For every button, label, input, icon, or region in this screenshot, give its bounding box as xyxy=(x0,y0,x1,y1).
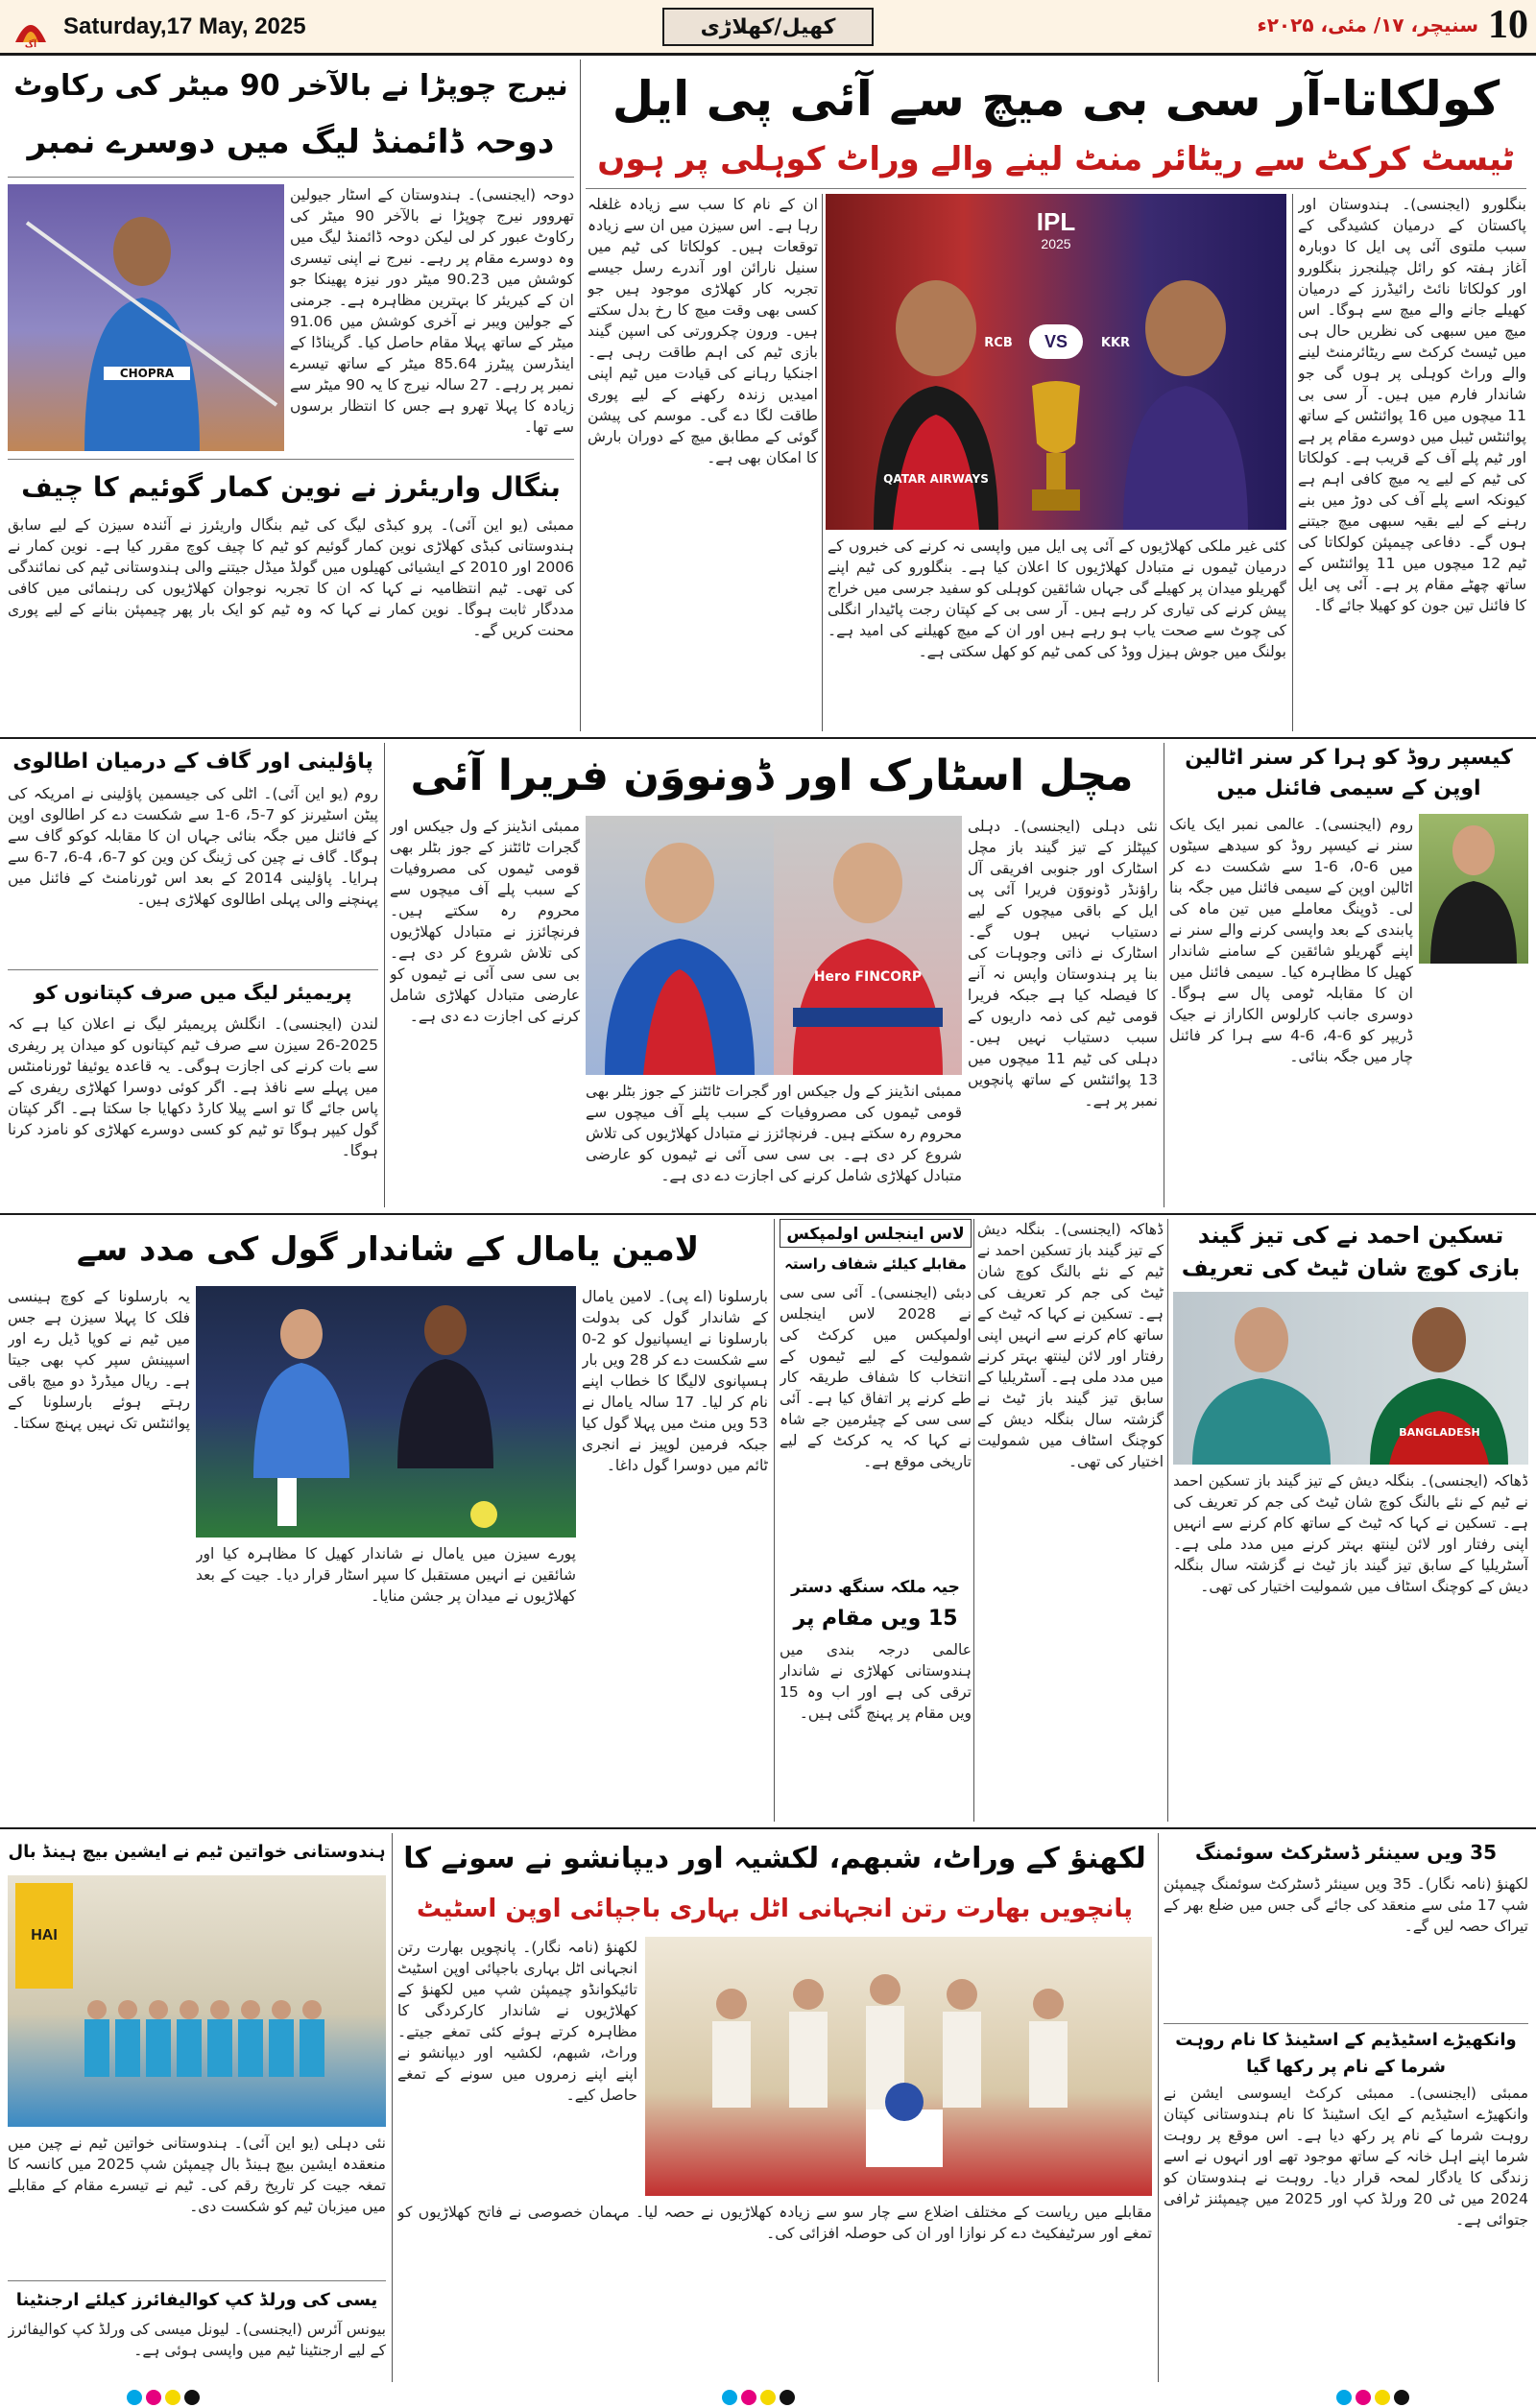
team-left-label: RCB xyxy=(984,336,1013,350)
page-number: 10 xyxy=(1488,3,1528,47)
taskin-body-2: ڈھاکہ (ایجنسی)۔ بنگلہ دیش کے تیز گیند باز تسکین احمد نے ٹیم کے نئے بالنگ کوچ شان ٹیٹ کی جم کر تعریف کی ہے۔ تسکین نے کہا کہ ٹیٹ کے ساتھ کام کرنے سے انہیں اپنی رفتار اور لائن لینتھ بہتر کرنے میں مدد ملی ہے۔ آسٹریلیا کے سابق تیز گیند باز ٹیٹ نے گزشتہ سال بنگلہ دیش کے کوچنگ اسٹاف میں شمولیت اختیار کی تھی۔ xyxy=(977,1221,1164,1470)
bengal-headline: بنگال واریئرز نے نوین کمار گوئیم کا چیف xyxy=(21,471,561,503)
neeraj-headline-2: دوحہ ڈائمنڈ لیگ میں دوسرے نمبر xyxy=(27,123,555,161)
bengal-body: ممبئی (یو این آئی)۔ پرو کبڈی لیگ کی ٹیم بنگال واریئرز نے آئندہ سیزن کے لیے سابق ہندوستانی کبڈی کھلاڑی نوین کمار گوئیم کو ٹیم کا چیف کوچ مقرر کیا ہے۔ نوین کمار نے 2006 اور 2010 کے ایشیائی کھیلوں میں گولڈ میڈل جیتنے والی ہندوستانی ٹیم کی نمائندگی کی تھی۔ ٹیم انتظامیہ نے کہا کہ ان کا تجربہ نوجوان کھلاڑیوں کی رہنمائی میں کافی مددگار ثابت ہوگا۔ نوین کمار نے کہا کہ وہ ٹیم کو ایک بار پھر چیمپئن بنانے کے لیے پوری محنت کریں گے۔ xyxy=(8,516,574,639)
player-taskin xyxy=(1351,1292,1528,1465)
player-left xyxy=(864,271,1008,530)
yamal-headline: لامین یامال کے شاندار گول کی مدد سے xyxy=(76,1230,700,1269)
jersey-sponsor: QATAR AIRWAYS xyxy=(883,472,989,486)
swimming-body: لکھنؤ (نامہ نگار)۔ 35 ویں سینئر ڈسٹرکٹ سوئمنگ چیمپئن شپ 17 مئی سے منعقد کی جائے گی جس میں ضلع بھر کے تیراک حصہ لیں گے۔ xyxy=(1164,1875,1528,1935)
football-players xyxy=(196,1286,576,1538)
neeraj-body: دوحہ (ایجنسی)۔ ہندوستان کے اسٹار جیولین تھروور نیرج چوپڑا نے بالآخر 90 میٹر کی رکاوٹ عبور کر لی لیکن دوحہ ڈائمنڈ لیگ میں وہ دوسرے مقام پر رہے۔ نیرج نے اپنی تیسری کوشش میں 90.23 میٹر دور نیزہ پھینکا جو ان کے کیریئر کا بہترین مظاہرہ ہے۔ جرمنی کے جولین ویبر نے آخری کوشش میں 91.06 میٹر کے ساتھ پہلا مقام حاصل کیا۔ گریناڈا کے اینڈرسن پیٹرز 85.64 میٹر کے ساتھ تیسرے نمبر پر رہے۔ 27 سالہ نیرج کا یہ 90 میٹر سے زیادہ کا پہلا تھرو ہے جس کا انتظار برسوں سے تھا۔ xyxy=(290,186,574,436)
starc-headline: مچل اسٹارک اور ڈونووَن فریرا آئی xyxy=(410,751,1134,800)
swimming-headline: 35 ویں سینئر ڈسٹرکٹ سوئمنگ xyxy=(1195,1841,1497,1864)
jersey-bangladesh: BANGLADESH xyxy=(1399,1426,1480,1439)
section-title: کھیل/کھلاڑی xyxy=(662,8,874,46)
lucknow-photo xyxy=(645,1937,1152,2196)
paolini-body: روم (یو این آئی)۔ اٹلی کی جیسمین پاؤلینی نے امریکہ کی پیٹن اسٹیرنز کو 7-5، 6-1 سے شکست دے کر اطالوی اوپن کے فائنل میں جگہ بنائی جہاں ان کا مقابلہ کوکو گاف سے ہوگا۔ گاف نے چین کی ژینگ کن وین کو 7-6، 4-6، 7-6 سے ہرایا۔ پاؤلینی 2014 کے بعد اس ٹورنامنٹ کے فائنل میں پہنچنے والی پہلی اطالوی کھلاڑی ہیں۔ xyxy=(8,785,378,908)
taskin-photo xyxy=(1173,1292,1528,1465)
ipl-logo: IPL xyxy=(1036,207,1076,236)
ipl-headline: کولکاتا-آر سی بی میچ سے آئی پی ایل xyxy=(612,71,1500,127)
premier-headline: پریمیئر لیگ میں صرف کپتانوں کو xyxy=(34,981,352,1004)
ipl-col-2: کئی غیر ملکی کھلاڑیوں کے آئی پی ایل میں واپسی نہ کرنے کی خبروں کے درمیان ٹیموں نے متبادل کھلاڑیوں کا اعلان کیا ہے۔ بنگلورو کی ٹیم اپنے گھریلو میدان پر کھیلے گی جہاں شائقین کوہلی کو سفید جرسی میں خراج پیش کرنے کی تیاری کر رہے ہیں۔ آر سی بی کے کپتان رجت پاٹیدار انگلی کی چوٹ سے صحت یاب ہو رہے ہیں اور ان کے میچ کھیلنے کی امید ہے۔ بولنگ میں جوش ہیزل ووڈ کی کمی ٹیم کو کھل سکتی ہے۔ xyxy=(828,537,1286,660)
player-tait xyxy=(1173,1292,1351,1465)
yamal-body-3: پورے سیزن میں یامال نے شاندار کھیل کا مظاہرہ کیا اور شائقین نے انہیں مستقبل کا سپر اسٹار قرار دیا۔ جیت کے بعد کھلاڑیوں نے میدان پر جشن منایا۔ xyxy=(196,1545,576,1605)
team-right-label: KKR xyxy=(1100,336,1131,350)
starc-body-2: ممبئی انڈینز کے ول جیکس اور گجرات ٹائٹنز کے جوز بٹلر بھی قومی ٹیموں کی مصروفیات کے سبب پلے آف میچوں سے محروم رہ سکتے ہیں۔ فرنچائزز نے متبادل کھلاڑیوں کی تلاش شروع کر دی ہے۔ بی سی سی آئی نے ٹیموں کو عارضی متبادل کھلاڑی شامل کرنے کی اجازت دے دی ہے۔ xyxy=(390,818,580,1025)
jain-headline-2: 15 ویں مقام پر xyxy=(793,1607,958,1631)
registration-dot-yellow xyxy=(760,2390,776,2405)
registration-dot-black xyxy=(1394,2390,1409,2405)
jersey-sponsor-hero: Hero FINCORP xyxy=(813,969,923,985)
ruud-headline: کیسپر روڈ کو ہرا کر سنر اٹالین اوپن کے سیمی فائنل میں xyxy=(1185,746,1513,800)
registration-dot-black xyxy=(184,2390,200,2405)
premier-body: لندن (ایجنسی)۔ انگلش پریمیئر لیگ نے اعلان کیا ہے کہ 2025-26 سیزن سے صرف ٹیم کپتانوں کو میدان پر ریفری سے بات کرنے کی اجازت ہوگی۔ یہ قاعدہ یوئیفا ٹورنامنٹس میں پہلے سے نافذ ہے۔ اگر کوئی دوسرا کھلاڑی ریفری کے پاس جائے گا تو اسے پیلا کارڈ دکھایا جا سکتا ہے۔ اگر کپتان گول کیپر ہوگا تو ٹیم کو کسی دوسرے کھلاڑی کو نامزد کرنا ہوگا۔ xyxy=(8,1015,378,1159)
lucknow-headline-1: لکھنؤ کے وراٹ، شبھم، لکشیہ اور دیپانشو نے سونے کا xyxy=(403,1842,1146,1875)
lucknow-headline-2: پانچویں بھارت رتن انجہانی اٹل بہاری باجپائی اوپن اسٹیٹ xyxy=(417,1895,1133,1923)
wankhede-body: ممبئی (ایجنسی)۔ ممبئی کرکٹ ایسوسی ایشن نے وانکھیڑے اسٹیڈیم کے ایک اسٹینڈ کا نام ہندوستانی کپتان روہت شرما کے نام پر رکھ دیا ہے۔ اس موقع پر روہت شرما اپنے اہل خانہ کے ساتھ موجود تھے اور انہوں نے اسے زندگی کا یادگار لمحہ قرار دیا۔ روہت نے ہندوستان کو 2024 میں ٹی 20 ورلڈ کپ اور 2025 میں چیمپئنز ٹرافی جتوائی ہے۔ xyxy=(1164,2085,1528,2229)
ipl-col-1: بنگلورو (ایجنسی)۔ ہندوستان اور پاکستان کے درمیان کشیدگی کے سبب ملتوی آئی پی ایل کا دوبارہ آغاز ہفتہ کو رائل چیلنجرز بنگلورو اور کولکاتا نائٹ رائیڈرز کے درمیان کھیلے جانے والے میچ سے ہوگا۔ اس میچ میں سبھی کی نظریں حال ہی میں ٹیسٹ کرکٹ سے ریٹائرمنٹ لینے والے وراٹ کوہلی پر ہوں گی جو شاندار فارم میں ہیں۔ آر سی بی 11 میچوں میں 16 پوائنٹس کے ساتھ پوائنٹس ٹیبل میں دوسرے مقام پر ہے اور ٹیم پلے آف کے قریب ہے۔ کولکاتا کی ٹیم کے لیے یہ میچ کافی اہم ہے کیونکہ اسے پلے آف کی دوڑ میں بنے رہنے کے لیے بقیہ سبھی میچ جیتنے ہوں گے۔ دفاعی چیمپئن کولکاتا کی ٹیم 12 میچوں میں 11 پوائنٹس کے ساتھ چھٹے مقام پر ہے۔ آئی پی ایل کا فائنل تین جون کو کھیلا جائے گا۔ xyxy=(1298,196,1526,614)
wankhede-headline: وانکھیڑے اسٹیڈیم کے اسٹینڈ کا نام روہت شرما کے نام پر رکھا گیا xyxy=(1175,2030,1517,2077)
date-urdu: سنیچر، ۱۷/ مئی، ۲۰۲۵ء xyxy=(1257,13,1478,36)
starc-body-1: نئی دہلی (ایجنسی)۔ دہلی کیپٹلز کے تیز گیند باز مچل اسٹارک اور جنوبی افریقی آل راؤنڈر ڈونووَن فریرا آئی پی ایل کے باقی میچوں کے لیے دستیاب نہیں ہوں گے۔ اسٹارک نے ذاتی وجوہات کی بنا پر ہندوستان واپس نہ آنے کا فیصلہ کیا ہے جبکہ فریرا قومی ٹیم کی ذمہ داریوں کے سبب دستیاب نہیں ہیں۔ دہلی کی ٹیم 11 میچوں میں 13 پوائنٹس کے ساتھ پانچویں نمبر پر ہے۔ xyxy=(968,818,1158,1109)
jain-headline-1: جیہ ملکہ سنگھ دستر xyxy=(791,1578,960,1597)
registration-dot-yellow xyxy=(165,2390,180,2405)
footer-registration xyxy=(0,2388,1536,2408)
la-headline-2: مقابلے کیلئے شفاف راستہ xyxy=(784,1255,967,1273)
la-body: دبئی (ایجنسی)۔ آئی سی سی نے 2028 لاس اینجلس اولمپکس میں کرکٹ کی شمولیت کے لیے ٹیموں کے انتخاب کا شفاف طریقہ کار طے کرنے پر اتفاق کیا ہے۔ آئی سی سی کے چیئرمین جے شاہ نے کہا کہ یہ کرکٹ کے لیے تاریخی موقع ہے۔ xyxy=(780,1284,972,1470)
registration-dot-cyan xyxy=(1336,2390,1352,2405)
registration-dot-yellow xyxy=(1375,2390,1390,2405)
hockey-body: نئی دہلی (یو این آئی)۔ ہندوستانی خواتین ٹیم نے چین میں منعقدہ ایشین بیچ ہینڈ بال چیمپئن شپ 2025 میں کانسہ کا تمغہ جیت کر تاریخ رقم کی۔ ٹیم نے تیسرے مقام کے مقابلے میں میزبان ٹیم کو شکست دی۔ xyxy=(8,2134,386,2215)
taekwondo-ceremony xyxy=(645,1937,1152,2196)
registration-dot-magenta xyxy=(146,2390,161,2405)
taskin-headline: تسکین احمد نے کی تیز گیند بازی کوچ شان ٹیٹ کی تعریف xyxy=(1181,1222,1521,1281)
taskin-body: ڈھاکہ (ایجنسی)۔ بنگلہ دیش کے تیز گیند باز تسکین احمد نے ٹیم کے نئے بالنگ کوچ شان ٹیٹ کی جم کر تعریف کی ہے۔ تسکین نے کہا کہ ٹیٹ کے ساتھ کام کرنے سے انہیں اپنی رفتار اور لائن لینتھ بہتر کرنے میں مدد ملی ہے۔ آسٹریلیا کے سابق تیز گیند باز ٹیٹ نے گزشتہ سال بنگلہ دیش کے کوچنگ اسٹاف میں شمولیت اختیار کی تھی۔ xyxy=(1173,1472,1528,1595)
ipl-col-3: ان کے نام کا سب سے زیادہ غلغلہ رہا ہے۔ اس سیزن میں ان سے زیادہ توقعات ہیں۔ کولکاتا کی ٹیم میں سنیل نارائن اور آندرے رسل جیسے تجربہ کار کھلاڑی موجود ہیں جو کسی بھی وقت میچ کا رخ بدل سکتے ہیں۔ ورون چکرورتی کی اسپن گیند بازی ٹیم کی اہم طاقت رہی ہے۔ اجنکیا رہانے کی قیادت میں ٹیم اپنی امیدیں زندہ رکھنے کے لیے پوری طاقت لگا دے گی۔ موسم کی پیشن گوئی کے مطابق میچ کے دوران بارش کا امکان بھی ہے۔ xyxy=(588,196,818,466)
hockey-photo xyxy=(8,1875,386,2127)
lucknow-body-2: مقابلے میں ریاست کے مختلف اضلاع سے چار سو سے زیادہ کھلاڑیوں نے حصہ لیا۔ مہمان خصوصی نے فاتح کھلاڑیوں کو تمغے اور سرٹیفکیٹ دے کر نوازا اور ان کی حوصلہ افزائی کی۔ xyxy=(397,2204,1152,2242)
lucknow-body-1: لکھنؤ (نامہ نگار)۔ پانچویں بھارت رتن انجہانی اٹل بہاری باجپائی اوپن اسٹیٹ تائیکوانڈو چیمپئن شپ میں لکھنؤ کے کھلاڑیوں نے شاندار کارکردگی کا مظاہرہ کرتے ہوئے کئی تمغے جیتے۔ وراٹ، شبھم، لکشیہ اور دیپانشو نے اپنے اپنے زمروں میں سونے کے تمغے حاصل کیے۔ xyxy=(397,1939,637,2104)
logo-text: آگ xyxy=(24,40,37,50)
starc-photo xyxy=(586,816,962,1075)
ruud-photo xyxy=(1419,814,1528,964)
ruud-body: روم (ایجنسی)۔ عالمی نمبر ایک یانک سنر نے کیسپر روڈ کو سیدھے سیٹوں میں 6-0، 6-1 سے شکست دے کر اٹالین اوپن کے سیمی فائنل میں جگہ بنا لی۔ ڈوپنگ معاملے میں تین ماہ کی پابندی کے بعد واپسی کرنے والے سنر نے اپنے گھریلو شائقین کے سامنے شاندار کھیل کا مظاہرہ کیا۔ سیمی فائنل میں ان کا مقابلہ ٹومی پال سے ہوگا۔ دوسری جانب کارلوس الکاراز نے جیک ڈریپر کو 6-4، 6-4 سے ہرا کر فائنل چار میں جگہ بنائی۔ xyxy=(1169,816,1413,1065)
player-right xyxy=(1114,271,1258,530)
hockey-headline: ہندوستانی خواتین ٹیم نے ایشین بیچ ہینڈ بال xyxy=(8,1842,386,1862)
paolini-headline: پاؤلینی اور گاف کے درمیان اطالوی xyxy=(12,750,373,774)
registration-dot-magenta xyxy=(1356,2390,1371,2405)
neeraj-photo xyxy=(8,184,284,451)
registration-dot-magenta xyxy=(741,2390,756,2405)
worldcup-body: بیونس آئرس (ایجنسی)۔ لیونل میسی کی ورلڈ کپ کوالیفائرز کے لیے ارجنٹینا ٹیم میں واپسی ہوئی ہے۔ xyxy=(8,2321,386,2359)
registration-dot-cyan xyxy=(722,2390,737,2405)
trophy-icon xyxy=(1022,376,1090,520)
yamal-body-1: بارسلونا (اے پی)۔ لامین یامال کے شاندار گول کی بدولت بارسلونا نے ایسپانیول کو 2-0 سے شکست دے کر 28 ویں بار ہسپانوی لالیگا کا خطاب اپنے نام کر لیا۔ 17 سالہ یامال نے 53 ویں منٹ میں پہلا گول کیا جبکہ فرمین لوپیز نے انجری ٹائم میں دوسرا گول داغا۔ xyxy=(582,1288,768,1474)
event-banner: HAI xyxy=(15,1883,73,1989)
registration-dot-cyan xyxy=(127,2390,142,2405)
player-ferreira xyxy=(774,816,962,1075)
masthead xyxy=(0,0,1536,56)
ipl-subhead: ٹیسٹ کرکٹ سے ریٹائر منٹ لینے والے وراٹ کوہلی پر ہوں xyxy=(597,140,1515,179)
yamal-body-2: یہ بارسلونا کے کوچ ہینسی فلک کا پہلا سیزن ہے جس میں ٹیم نے کوپا ڈیل رے اور اسپینش سپر کپ بھی جیتا ہے۔ ریال میڈرڈ دو میچ باقی رہتے ہوئے بارسلونا کے پوائنٹس تک نہیں پہنچ سکتا۔ xyxy=(8,1288,190,1432)
ipl-year: 2025 xyxy=(1041,236,1071,251)
jain-body: عالمی درجہ بندی میں ہندوستانی کھلاڑی نے شاندار ترقی کی ہے اور اب وہ 15 ویں مقام پر پہنچ گئی ہیں۔ xyxy=(780,1641,972,1722)
starc-body-3: ممبئی انڈینز کے ول جیکس اور گجرات ٹائٹنز کے جوز بٹلر بھی قومی ٹیموں کی مصروفیات کے سبب پلے آف میچوں سے محروم رہ سکتے ہیں۔ فرنچائزز نے متبادل کھلاڑیوں کی تلاش شروع کر دی ہے۔ بی سی سی آئی نے ٹیموں کو عارضی متبادل کھلاڑی شامل کرنے کی اجازت دے دی ہے۔ xyxy=(586,1083,962,1184)
bib-name: CHOPRA xyxy=(104,367,190,380)
player-starc xyxy=(586,816,774,1075)
ipl-photo xyxy=(826,194,1286,530)
registration-dot-black xyxy=(780,2390,795,2405)
vs-badge: VS xyxy=(1029,324,1083,359)
neeraj-headline-1: نیرج چوپڑا نے بالآخر 90 میٹر کی رکاوٹ xyxy=(13,69,568,103)
javelin-thrower xyxy=(8,184,284,451)
worldcup-headline: یسی کی ورلڈ کپ کوالیفائرز کیلئے ارجنٹینا xyxy=(15,2290,378,2310)
date-english: Saturday,17 May, 2025 xyxy=(63,13,306,39)
yamal-photo xyxy=(196,1286,576,1538)
la-headline-1: لاس اینجلس اولمپکس xyxy=(780,1219,972,1248)
